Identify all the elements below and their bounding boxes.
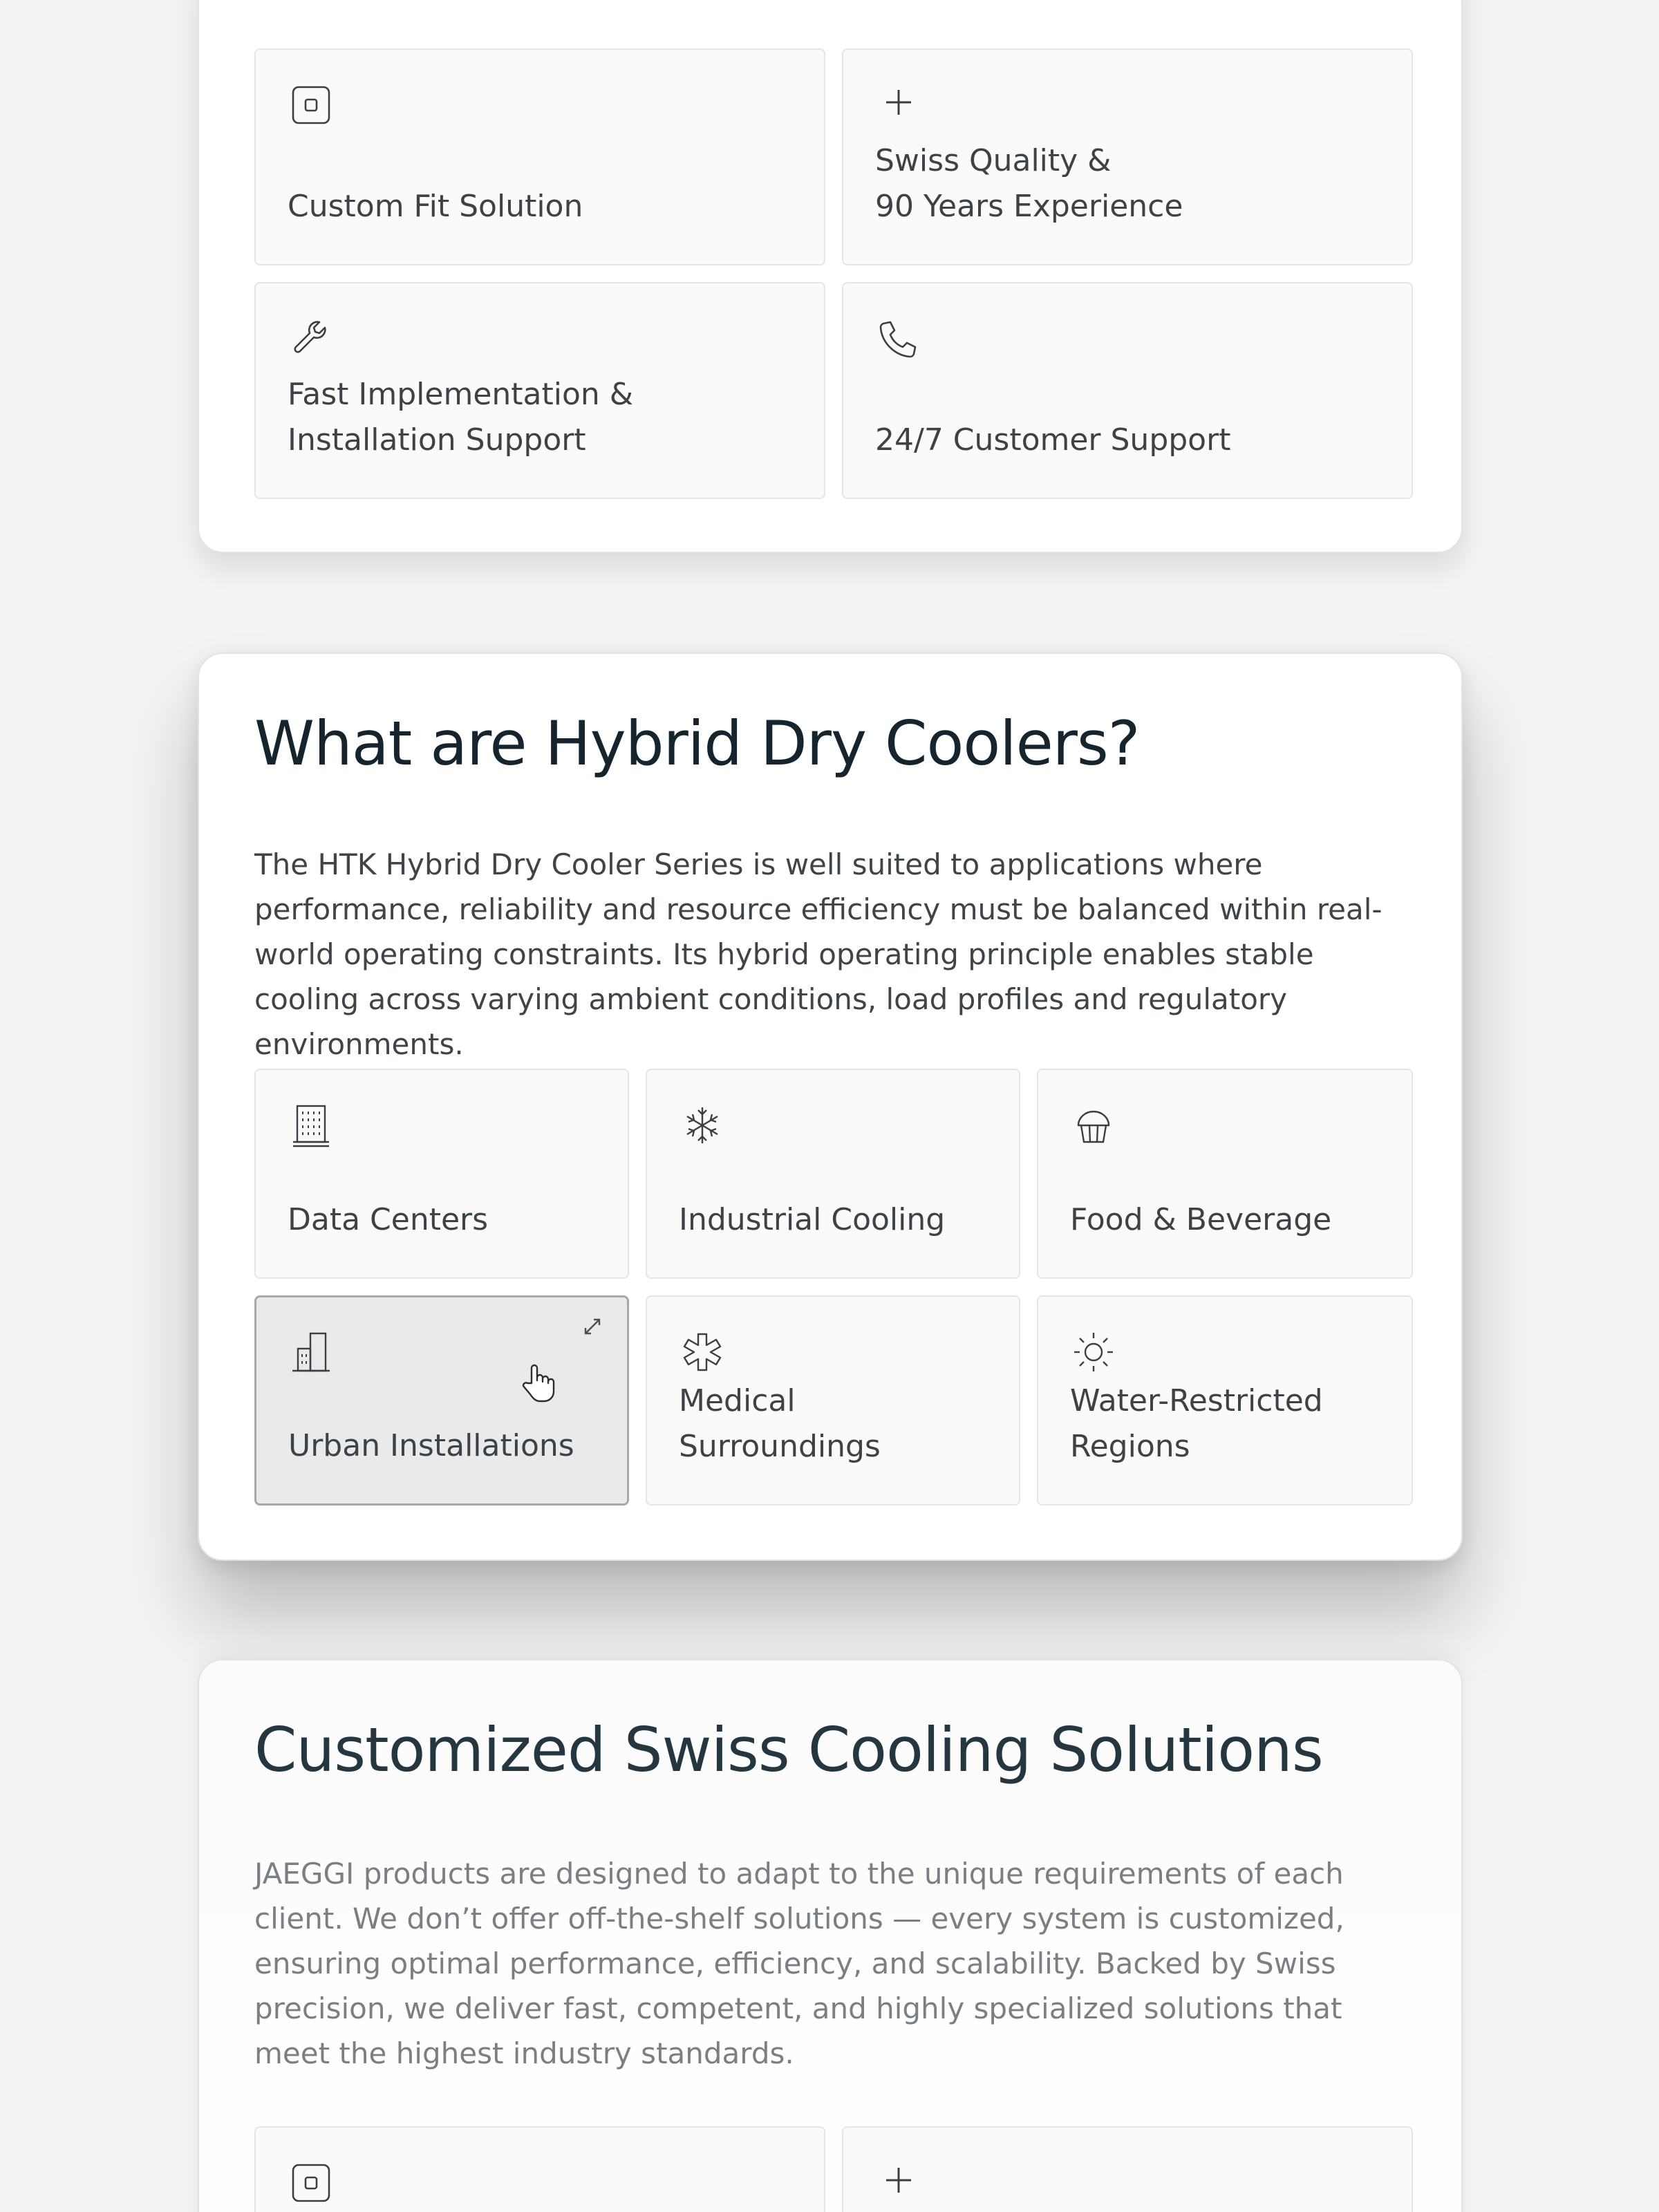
- section-title: Customized Swiss Cooling Solutions: [254, 1714, 1323, 1785]
- cupcake-icon: [1069, 1100, 1118, 1150]
- application-tile-industrial-cooling[interactable]: [646, 1069, 1020, 1279]
- expand-icon[interactable]: [579, 1313, 606, 1340]
- application-label: Urban Installations: [288, 1428, 574, 1463]
- feature-label: 24/7 Customer Support: [875, 422, 1231, 458]
- square-chip-icon: [286, 2158, 336, 2208]
- feature-label: Custom Fit Solution: [288, 189, 583, 224]
- sun-icon: [1069, 1327, 1118, 1377]
- feature-tile-custom-fit[interactable]: [254, 2126, 825, 2212]
- application-tile-medical[interactable]: [646, 1295, 1020, 1506]
- square-chip-icon: [286, 80, 336, 130]
- feature-tile-swiss-quality[interactable]: [842, 2126, 1413, 2212]
- hand-pointer-icon: [519, 1362, 558, 1404]
- medical-cross-icon: [677, 1327, 727, 1377]
- feature-tile-fast-implementation[interactable]: [254, 282, 825, 499]
- hybrid-dry-coolers-card: [198, 653, 1463, 1561]
- server-building-icon: [286, 1100, 336, 1150]
- application-label: Data Centers: [288, 1202, 489, 1237]
- feature-label: Fast Implementation & Installation Support: [288, 377, 634, 458]
- feature-label: Swiss Quality & 90 Years Experience: [875, 143, 1183, 224]
- snowflake-icon: [677, 1100, 727, 1150]
- section-description: The HTK Hybrid Dry Cooler Series is well suited to applications where performance, reliability and resource efficiency must be balanced within real-world operating constraints. Its hybrid operating principle enables stable cooling across varying ambient conditions, load profiles and regulatory environments.: [254, 847, 1382, 1061]
- application-tile-urban-installations[interactable]: [254, 1295, 629, 1506]
- feature-tile-customer-support[interactable]: [842, 282, 1413, 499]
- city-buildings-icon: [287, 1328, 337, 1378]
- application-label: Food & Beverage: [1070, 1202, 1332, 1237]
- features-card: [198, 0, 1463, 553]
- application-label: Industrial Cooling: [679, 1202, 946, 1237]
- wrench-icon: [286, 314, 336, 364]
- feature-tile-swiss-quality[interactable]: [842, 48, 1413, 265]
- plus-icon: [874, 2158, 924, 2208]
- section-description: JAEGGI products are designed to adapt to the unique requirements of each client. We don’t offer off-the-shelf solutions — every system is customized, ensuring optimal performance, efficiency, and scalability. Backed by Swiss precision, we deliver fast, competent, and highly specialized solutions that meet the highest industry standards.: [254, 1857, 1344, 2070]
- feature-tile-custom-fit[interactable]: [254, 48, 825, 265]
- application-label: Water-Restricted Regions: [1070, 1383, 1323, 1464]
- phone-icon: [874, 314, 924, 364]
- application-label: Medical Surroundings: [679, 1383, 881, 1464]
- section-title: What are Hybrid Dry Coolers?: [254, 708, 1140, 779]
- application-tile-food-beverage[interactable]: [1037, 1069, 1413, 1279]
- application-tile-water-restricted[interactable]: [1037, 1295, 1413, 1506]
- customized-solutions-card: [198, 1659, 1463, 2212]
- plus-icon: [874, 80, 924, 130]
- application-tile-data-centers[interactable]: [254, 1069, 629, 1279]
